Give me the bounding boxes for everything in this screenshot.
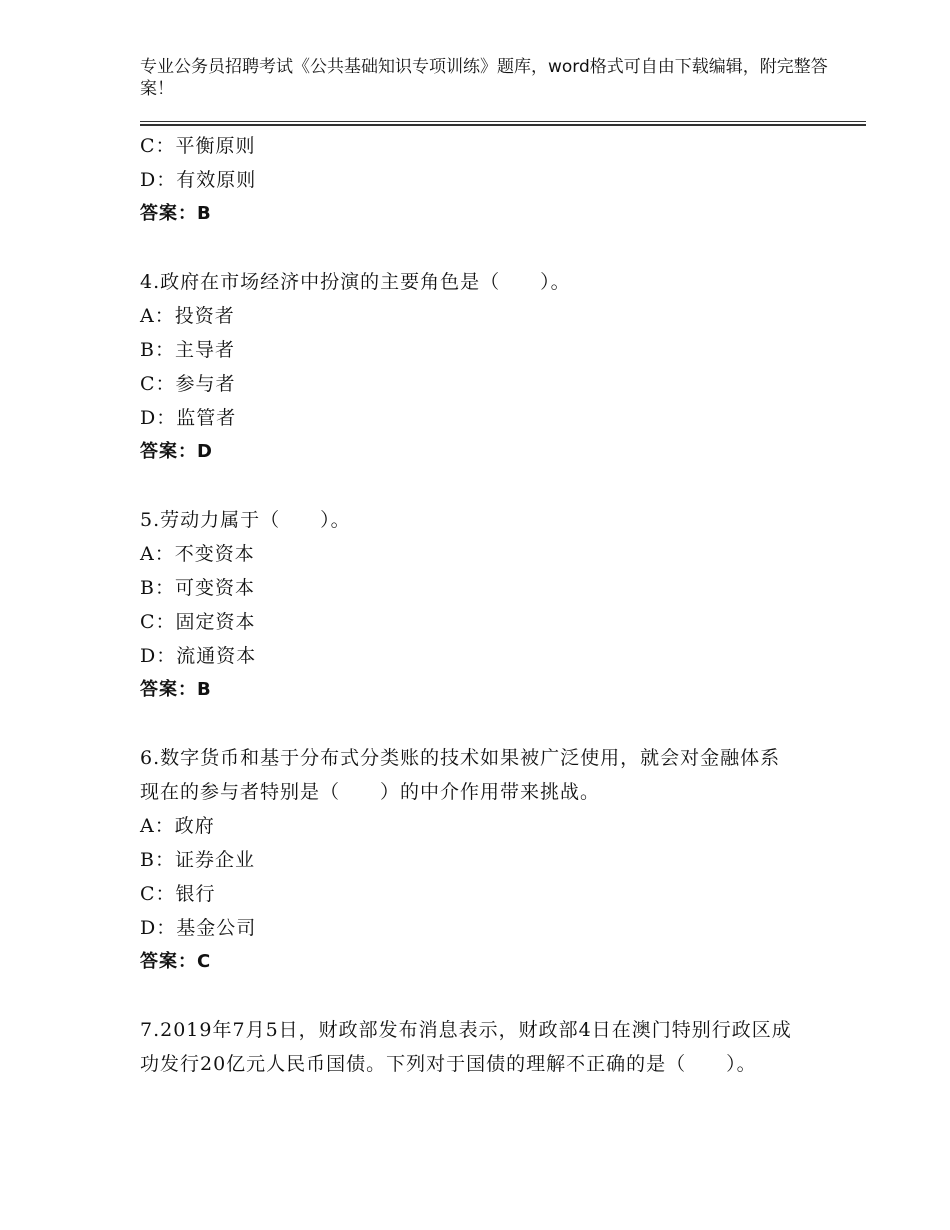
question-stem: 5.劳动力属于（ ）。 — [140, 509, 351, 531]
header-rule-thin — [140, 121, 866, 122]
document-header: 专业公务员招聘考试《公共基础知识专项训练》题库，word格式可自由下载编辑，附完整答案！ — [140, 57, 828, 99]
option-d: D：流通资本 — [140, 645, 257, 667]
option-d: D：基金公司 — [140, 917, 257, 939]
spacer — [140, 707, 830, 741]
answer-line: 答案：C — [140, 951, 212, 972]
question-list — [140, 129, 830, 1081]
option-b: B：证券企业 — [140, 849, 255, 871]
answer-line: 答案：B — [140, 679, 212, 700]
option-c: C：固定资本 — [140, 611, 256, 633]
question-stem: 4.政府在市场经济中扮演的主要角色是（ ）。 — [140, 271, 571, 293]
option-c: C：平衡原则 — [140, 135, 256, 157]
option-a: A：政府 — [140, 815, 215, 837]
answer-line: 答案：D — [140, 441, 213, 462]
option-c: C：银行 — [140, 883, 216, 905]
question-stem: 7.2019年7月5日，财政部发布消息表示，财政部4日在澳门特别行政区成功发行20亿元人民币国债。下列对于国债的理解不正确的是（ ）。 — [140, 1019, 792, 1075]
question-stem: 6.数字货币和基于分布式分类账的技术如果被广泛使用，就会对金融体系现在的参与者特别是（ ）的中介作用带来挑战。 — [140, 747, 781, 803]
spacer — [140, 469, 830, 503]
spacer — [140, 979, 830, 1013]
option-b: B：可变资本 — [140, 577, 255, 599]
option-a: A：不变资本 — [140, 543, 255, 565]
option-c: C：参与者 — [140, 373, 236, 395]
option-a: A：投资者 — [140, 305, 235, 327]
option-b: B：主导者 — [140, 339, 235, 361]
header-rule-thick — [140, 124, 866, 126]
option-d: D：监管者 — [140, 407, 237, 429]
spacer — [140, 231, 830, 265]
option-d: D：有效原则 — [140, 169, 257, 191]
answer-line: 答案：B — [140, 203, 212, 224]
